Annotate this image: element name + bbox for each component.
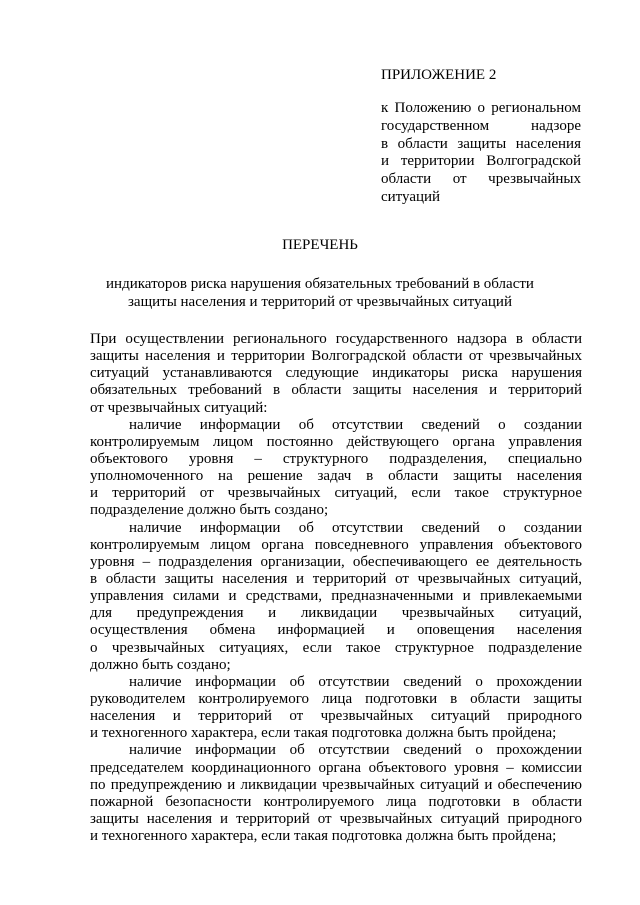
paragraph-line: уровня – подразделения организации, обеспечивающего ее деятельность [90, 553, 582, 570]
paragraph-line: При осуществлении регионального государственного надзора в области [90, 331, 582, 347]
paragraph-line: наличие информации об отсутствии сведений о прохождении [129, 742, 582, 759]
paragraph-line: объектового уровня – структурного подразделения, специально [90, 450, 582, 467]
paragraph-line: подразделение должно быть создано; [90, 502, 329, 519]
paragraph-line: в области защиты населения и территорий от чрезвычайных ситуаций, [90, 570, 582, 587]
paragraph-line: председателем координационного органа объектового уровня – комиссии [90, 759, 582, 776]
paragraph-line: управления силами и средствами, предназначенными и привлекаемыми [90, 588, 582, 605]
paragraph-line: обязательных требований в области защиты населения и территорий [90, 382, 582, 399]
appendix-reference [381, 100, 581, 207]
paragraph-line: контролируемым лицом органа повседневного управления объектового [90, 536, 582, 553]
paragraph-line: по предупреждению и ликвидации чрезвычайных ситуаций и обеспечению [90, 776, 582, 793]
document-body [90, 331, 582, 845]
reference-line: области от чрезвычайных [381, 171, 581, 188]
paragraph-line: и территорий от чрезвычайных ситуаций, если такое структурное [90, 485, 582, 502]
paragraph-line: контролируемым лицом постоянно действующего органа управления [90, 433, 582, 450]
paragraph-line: осуществления обмена информацией и оповещения населения [90, 622, 582, 639]
paragraph-line: для предупреждения и ликвидации чрезвычайных ситуаций, [90, 605, 582, 622]
paragraph-line: населения и территорий от чрезвычайных ситуаций природного [90, 708, 582, 725]
reference-line: к Положению о региональном [381, 100, 581, 116]
indicator-paragraph-1 [90, 417, 582, 520]
paragraph-line: и техногенного характера, если такая подготовка должна быть пройдена; [90, 725, 557, 742]
paragraph-line: о чрезвычайных ситуациях, если такое структурное подразделение [90, 639, 582, 656]
paragraph-line: пожарной безопасности контролируемого лица подготовки в области [90, 793, 582, 810]
reference-line: ситуаций [381, 188, 441, 205]
document-title: ПЕРЕЧЕНЬ [282, 237, 358, 253]
indicator-paragraph-4 [90, 742, 582, 845]
subtitle-line: защиты населения и территорий от чрезвычайных ситуаций [127, 294, 512, 310]
paragraph-line: и техногенного характера, если такая подготовка должна быть пройдена; [90, 828, 557, 845]
appendix-label: ПРИЛОЖЕНИЕ 2 [381, 67, 497, 83]
subtitle-line: индикаторов риска нарушения обязательных требований в области [106, 276, 534, 292]
indicator-paragraph-3 [90, 674, 582, 743]
paragraph-line: защиты населения и территории Волгоградской области от чрезвычайных [90, 348, 582, 365]
paragraph-line: руководителем контролируемого лица подготовки в области защиты [90, 690, 582, 707]
paragraph-line: наличие информации об отсутствии сведений о создании [129, 519, 582, 536]
paragraph-line: защиты населения и территорий от чрезвычайных ситуаций природного [90, 810, 582, 827]
paragraph-line: наличие информации об отсутствии сведений о прохождении [129, 673, 582, 690]
indicator-paragraph-2 [90, 520, 582, 674]
reference-line: в области защиты населения [381, 135, 581, 152]
paragraph-line: должно быть создано; [90, 656, 231, 673]
paragraph-line: ситуаций устанавливаются следующие индикаторы риска нарушения [90, 365, 582, 382]
reference-line: государственном надзоре [381, 117, 581, 134]
intro-paragraph [90, 331, 582, 417]
reference-line: и территории Волгоградской [381, 153, 581, 170]
document-subtitle [90, 275, 550, 311]
paragraph-line: наличие информации об отсутствии сведений о создании [129, 416, 582, 433]
paragraph-line: от чрезвычайных ситуаций: [90, 399, 268, 416]
paragraph-line: уполномоченного на решение задач в области защиты населения [90, 468, 582, 485]
